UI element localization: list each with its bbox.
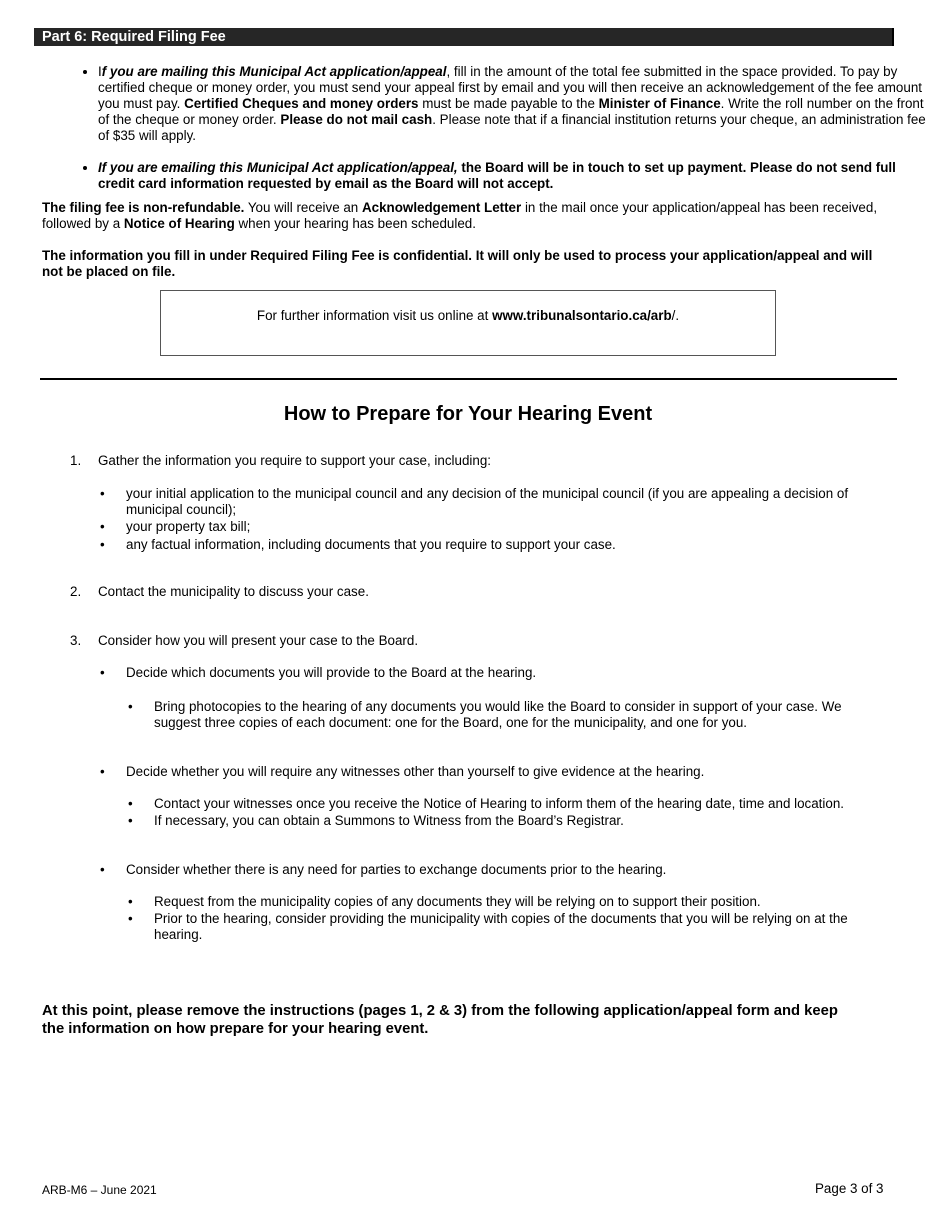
page-number: Page 3 of 3 [815, 1181, 884, 1196]
step-number: 2. [70, 584, 82, 599]
list-item: your initial application to the municipal council and any decision of the municipal council (if you are appealing a decision of municipal council); [126, 486, 849, 517]
bullet: • [128, 911, 133, 926]
step3-text: Consider how you will present your case to the Board. [98, 633, 419, 648]
list-item: Prior to the hearing, consider providing the municipality with copies of the documents that you will be relying on at the hearing. [154, 911, 848, 942]
step2-text: Contact the municipality to discuss your case. [98, 584, 369, 599]
closing-note: At this point, please remove the instructions (pages 1, 2 & 3) from the following application/appeal form and keep the information on how prepare for your hearing event. [42, 1003, 838, 1037]
list-item-mailing: • If you are mailing this Municipal Act application/appeal, fill in the amount of the total fee submitted in the space provided. To pay by certified cheque or money order, you must send your appeal first by email and you will then receive an acknowledgement of the fee amount you must pay. Certified Cheques and money orders must be made payable to the Minister of Finance. Write the roll number on the front of the cheque or money order. Please do not mail cash. Please note that if a financial institution returns your cheque, an administration fee of $35 will apply. [98, 64, 926, 144]
list-item: Consider whether there is any need for parties to exchange documents prior to the hearing. [126, 862, 667, 877]
bullet: • [128, 813, 133, 828]
filing-fee-list [42, 64, 926, 192]
bullet: • [128, 699, 133, 714]
list-item: Bring photocopies to the hearing of any documents you would like the Board to consider in support of your case. We suggest three copies of each document: one for the Board, one for the municipality, and one for you. [154, 699, 842, 730]
list-item: Contact your witnesses once you receive the Notice of Hearing to inform them of the hearing date, time and location. [154, 796, 844, 811]
bullet: • [100, 862, 105, 877]
bullet: • [100, 764, 105, 779]
bullet: • [100, 665, 105, 680]
list-item: your property tax bill; [126, 519, 251, 534]
confidential-paragraph: The information you fill in under Required Filing Fee is confidential. It will only be used to process your application/appeal and will not be placed on file. [42, 248, 873, 279]
list-item: any factual information, including documents that you require to support your case. [126, 537, 616, 552]
list-item: Request from the municipality copies of any documents they will be relying on to support their position. [154, 894, 761, 909]
list-item: Decide whether you will require any witnesses other than yourself to give evidence at the hearing. [126, 764, 705, 779]
bullet: • [100, 537, 105, 552]
list-item: If necessary, you can obtain a Summons to Witness from the Board’s Registrar. [154, 813, 624, 828]
list-item-emailing: • If you are emailing this Municipal Act application/appeal, the Board will be in touch to set up payment. Please do not send full credit card information requested by email as the Board will not accept. [98, 160, 926, 192]
step-number: 3. [70, 633, 82, 648]
step-number: 1. [70, 453, 82, 468]
form-id: ARB-M6 – June 2021 [42, 1183, 157, 1197]
step1-text: Gather the information you require to support your case, including: [98, 453, 492, 468]
website-url[interactable]: www.tribunalsontario.ca/arb [492, 308, 672, 323]
divider-line [40, 378, 897, 380]
list-item: Decide which documents you will provide to the Board at the hearing. [126, 665, 537, 680]
bullet: • [100, 519, 105, 534]
bullet: • [128, 894, 133, 909]
bullet: • [128, 796, 133, 811]
nonrefundable-paragraph: The filing fee is non-refundable. You will receive an Acknowledgement Letter in the mail once your application/appeal has been received, followed by a Notice of Hearing when your hearing has been scheduled. [42, 200, 878, 231]
bullet: • [100, 486, 105, 501]
info-box: For further information visit us online at www.tribunalsontario.ca/arb/. [160, 290, 776, 356]
page-heading: How to Prepare for Your Hearing Event [283, 403, 653, 425]
section-header-part6: Part 6: Required Filing Fee [34, 28, 894, 46]
